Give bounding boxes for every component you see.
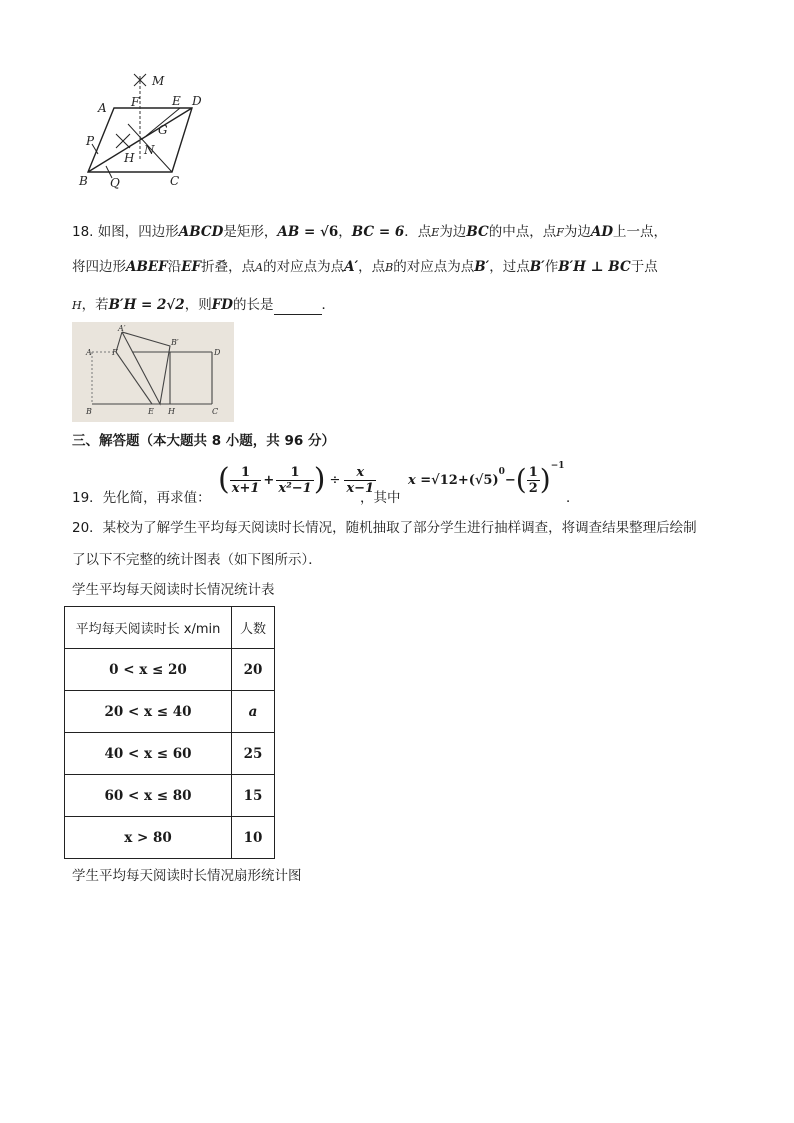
label-a: A <box>98 101 107 115</box>
q19-expression: ( $\frac{1}{x+1}$ + $\frac{1}{\text{x²−1}}$ ) ÷ $\frac{x}{x-1}$ <box>218 462 375 497</box>
reading-time-table <box>64 606 275 859</box>
table-row: 0 < x ≤ 20 20 <box>65 649 275 691</box>
q18-line-3: H，若B′H = 2√2，则FD的长是 ． <box>72 297 335 313</box>
section-3-heading: 三、解答题（本大题共 8 小题，共 96 分） <box>72 433 335 449</box>
fig2-label-b-prime: B′ <box>171 338 179 347</box>
q19-x-value-expression: x = √12 + (√5) $^0$ − ( $\frac{1}{2}$ ) $^{-1}$ <box>408 461 565 496</box>
q20-line-1: 20．某校为了解学生平均每天阅读时长情况，随机抽取了部分学生进行抽样调查，将调查结果整理后绘制 <box>72 520 697 536</box>
answer-blank <box>274 300 322 315</box>
folded-rectangle-photo <box>72 322 234 422</box>
fig2-label-h: H <box>168 407 175 416</box>
pie-chart-caption: 学生平均每天阅读时长情况扇形统计图 <box>72 868 302 884</box>
header-duration: 平均每天阅读时长 x/min <box>65 607 232 649</box>
q19-number: 19．先化简，再求值： <box>72 490 211 506</box>
frac-2: $\frac{1}{\text{x²−1}}$ <box>278 464 312 496</box>
table-caption: 学生平均每天阅读时长情况统计表 <box>72 582 275 598</box>
fig2-label-f: F <box>112 348 118 357</box>
table-row: 40 < x ≤ 60 25 <box>65 733 275 775</box>
fig2-label-b: B <box>86 407 92 416</box>
table-row: 20 < x ≤ 40 a <box>65 691 275 733</box>
parallelogram-construction-figure <box>76 68 216 190</box>
fig2-label-a-prime: A′ <box>118 324 126 333</box>
folded-rectangle-figure <box>72 322 234 422</box>
fig2-label-a: A <box>86 348 92 357</box>
header-count: 人数 <box>232 607 275 649</box>
label-f: F <box>131 95 140 109</box>
frac-3: $\frac{x}{x-1}$ <box>346 464 375 496</box>
q20-line-2: 了以下不完整的统计图表（如下图所示）． <box>72 552 322 568</box>
table-row: x > 80 10 <box>65 817 275 859</box>
table-row: 60 < x ≤ 80 15 <box>65 775 275 817</box>
label-d: D <box>192 94 202 108</box>
label-b: B <box>79 174 88 188</box>
q18-line-2: 将四边形ABEF沿EF折叠，点A的对应点为点A′，点B的对应点为点B′，过点B′作B′H ⊥ BC于点 <box>72 259 658 275</box>
label-c: C <box>170 174 180 188</box>
label-h: H <box>124 151 135 165</box>
q18-line-1: 18. 如图，四边形ABCD是矩形，AB = √6，BC = 6．点E为边BC的中点，点F为边AD上一点， <box>72 224 668 240</box>
fig2-label-e: E <box>148 407 154 416</box>
label-e: E <box>172 94 181 108</box>
frac-half: $\frac{1}{2}$ <box>528 464 538 496</box>
table-header-row <box>65 607 275 649</box>
q19-end: ． <box>566 490 580 506</box>
label-q: Q <box>110 176 120 190</box>
label-g: G <box>158 123 168 137</box>
label-p: P <box>86 134 95 148</box>
label-m: M <box>152 74 165 88</box>
fig2-label-c: C <box>212 407 219 416</box>
q19-text-b: ，其中 <box>360 490 401 506</box>
fig2-label-d: D <box>214 348 221 357</box>
frac-1: $\frac{1}{x+1}$ <box>231 464 260 496</box>
label-n: N <box>144 143 155 157</box>
